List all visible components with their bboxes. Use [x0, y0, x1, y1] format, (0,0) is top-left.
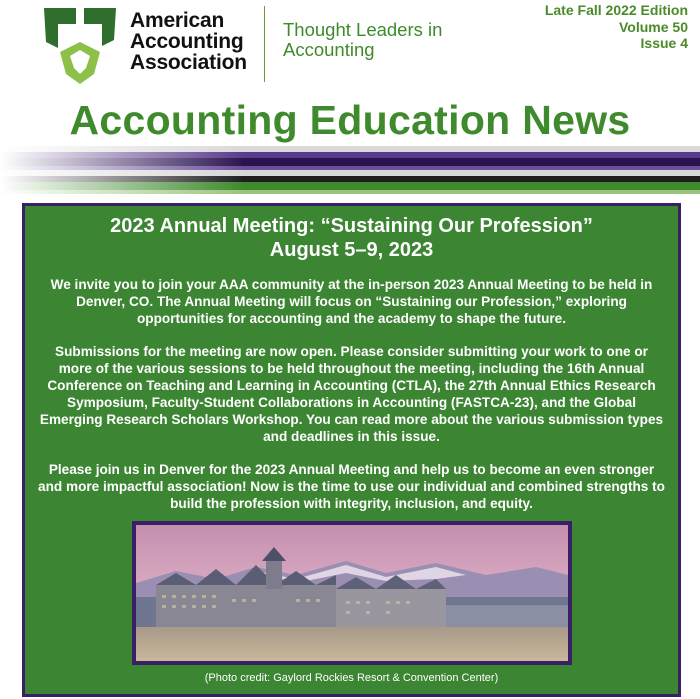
resort-photo-image: [136, 525, 568, 661]
org-name-line: American: [130, 9, 225, 32]
decorative-gradient-band: [0, 146, 700, 194]
resort-photo: [132, 521, 572, 665]
article-title-line: 2023 Annual Meeting: “Sustaining Our Profession”: [110, 215, 593, 237]
article-title: [25, 214, 678, 262]
organization-name: [130, 10, 247, 73]
annual-meeting-article: [22, 203, 681, 697]
issue-label: Issue 4: [640, 35, 688, 51]
edition-label: Late Fall 2022 Edition: [544, 2, 688, 18]
tagline-line: Accounting: [283, 39, 375, 60]
tagline: [283, 20, 442, 60]
header-divider: [264, 6, 265, 82]
org-name-line: Association: [130, 51, 247, 74]
header: [0, 0, 700, 95]
article-paragraph: Submissions for the meeting are now open. Please consider submitting your work to one or more of the various sessions to be held throughout the meeting, including the 16th Annual Conference on Teaching and Learning in Accounting (CTLA), the 27th Annual Ethics Research Symposium, Faculty-Student Collaborations in Accounting (FASTCA-23), and the Global Emerging Research Scholars Workshop. You can read more about the various submission types and deadlines in this issue.: [39, 344, 664, 444]
newsletter-title: Accounting Education News: [69, 97, 631, 143]
photo-caption: (Photo credit: Gaylord Rockies Resort & Convention Center): [204, 672, 499, 684]
aaa-logo-icon[interactable]: [40, 4, 120, 86]
org-name-line: Accounting: [130, 30, 244, 53]
edition-info: [545, 2, 688, 52]
article-dates: August 5–9, 2023: [269, 239, 434, 261]
article-paragraph: Please join us in Denver for the 2023 Annual Meeting and help us to become an even stronger and more impactful association! Now is the time to use our individual and combined strengths to build the profession with integrity, inclusion, and equity.: [38, 462, 665, 511]
article-paragraph: We invite you to join your AAA community at the in-person 2023 Annual Meeting to be held in Denver, CO. The Annual Meeting will focus on “Sustaining our Profession,” exploring opportunities for accounting and the academy to shape the future.: [50, 277, 653, 326]
volume-label: Volume 50: [619, 18, 688, 35]
tagline-line: Thought Leaders in: [283, 19, 443, 40]
